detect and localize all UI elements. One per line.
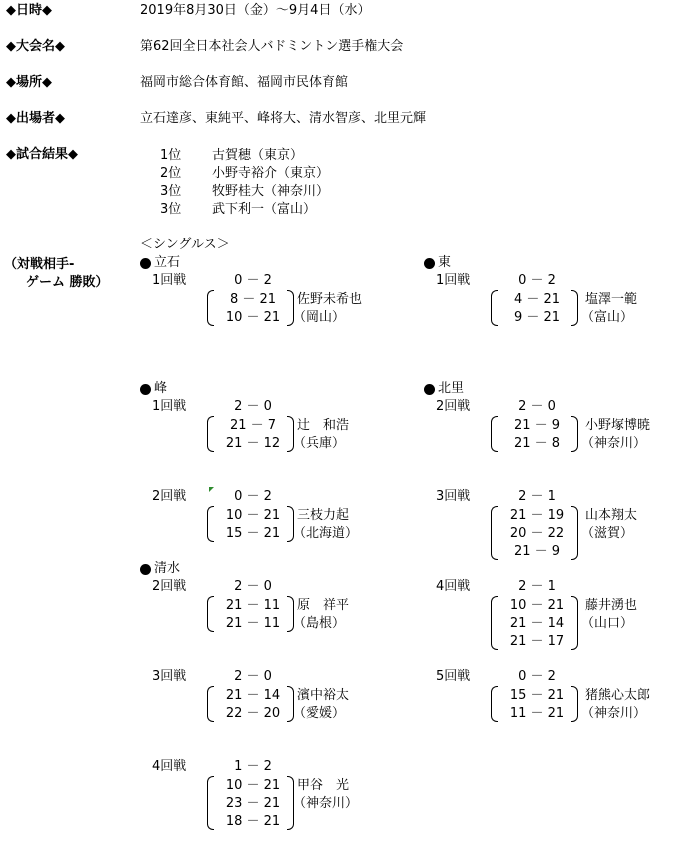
game-score: 21 － 7 xyxy=(229,418,277,433)
match-round: 1回戦 xyxy=(436,273,471,288)
match-result: 2 － 1 xyxy=(518,489,556,504)
game-score: 21 － 11 xyxy=(225,616,281,631)
opponent-prefecture: （山口） xyxy=(581,616,634,631)
side-note-line1: （対戦相手- xyxy=(4,257,75,272)
result-place: 3位 xyxy=(160,202,182,217)
game-score: 21 － 14 xyxy=(225,688,281,703)
event-value: 第62回全日本社会人バドミントン選手権大会 xyxy=(140,39,404,54)
result-name: 牧野桂大（神奈川） xyxy=(212,184,330,199)
players-label: ◆出場者◆ xyxy=(6,111,65,126)
bracket-right xyxy=(571,596,578,650)
cell-marker-icon xyxy=(209,487,214,492)
bracket-right xyxy=(571,416,578,452)
player-marker-icon xyxy=(140,258,151,269)
game-score: 21 － 12 xyxy=(225,436,281,451)
player-marker-icon xyxy=(424,384,435,395)
result-name: 古賀穂（東京） xyxy=(212,148,304,163)
match-round: 4回戦 xyxy=(152,759,187,774)
opponent-name: 猪熊心太郎 xyxy=(585,688,651,703)
match-result: 0 － 2 xyxy=(234,489,272,504)
match-result: 2 － 0 xyxy=(234,579,272,594)
bracket-left xyxy=(207,506,214,542)
game-score: 18 － 21 xyxy=(225,814,281,829)
game-score: 11 － 21 xyxy=(509,706,565,721)
opponent-prefecture: （兵庫） xyxy=(293,436,346,451)
game-score: 9 － 21 xyxy=(513,310,561,325)
result-name: 武下利一（富山） xyxy=(212,202,317,217)
game-score: 10 － 21 xyxy=(509,598,565,613)
opponent-prefecture: （神奈川） xyxy=(581,436,647,451)
game-score: 21 － 9 xyxy=(513,544,561,559)
bracket-left xyxy=(207,686,214,722)
results-label: ◆試合結果◆ xyxy=(6,147,78,162)
bracket-left xyxy=(491,596,498,650)
opponent-name: 原 祥平 xyxy=(297,598,350,613)
match-result: 2 － 0 xyxy=(518,399,556,414)
opponent-name: 三枝力起 xyxy=(297,508,350,523)
game-score: 21 － 14 xyxy=(509,616,565,631)
player-name: 東 xyxy=(438,255,452,270)
match-round: 2回戦 xyxy=(152,579,187,594)
bracket-right xyxy=(571,290,578,326)
player-name: 峰 xyxy=(154,381,168,396)
game-score: 15 － 21 xyxy=(225,526,281,541)
opponent-name: 濱中裕太 xyxy=(297,688,350,703)
opponent-name: 小野塚博暁 xyxy=(585,418,651,433)
bracket-left xyxy=(491,416,498,452)
game-score: 10 － 21 xyxy=(225,778,281,793)
game-score: 10 － 21 xyxy=(225,310,281,325)
result-place: 2位 xyxy=(160,166,182,181)
opponent-name: 甲谷 光 xyxy=(297,778,350,793)
opponent-prefecture: （愛媛） xyxy=(293,706,346,721)
date-value: 2019年8月30日（金）～9月4日（水） xyxy=(140,3,371,18)
game-score: 15 － 21 xyxy=(509,688,565,703)
venue-label: ◆場所◆ xyxy=(6,75,52,90)
match-result: 0 － 2 xyxy=(234,273,272,288)
game-score: 20 － 22 xyxy=(509,526,565,541)
match-round: 3回戦 xyxy=(152,669,187,684)
event-label: ◆大会名◆ xyxy=(6,39,65,54)
player-name: 清水 xyxy=(154,561,181,576)
match-result: 2 － 1 xyxy=(518,579,556,594)
match-round: 1回戦 xyxy=(152,273,187,288)
players-value: 立石達彦、東純平、峰将大、清水智彦、北里元輝 xyxy=(140,111,427,126)
match-result: 2 － 0 xyxy=(234,669,272,684)
match-round: 3回戦 xyxy=(436,489,471,504)
result-place: 1位 xyxy=(160,148,182,163)
singles-title: ＜シングルス＞ xyxy=(140,237,230,252)
opponent-name: 佐野未希也 xyxy=(297,292,363,307)
bracket-right xyxy=(571,686,578,722)
opponent-prefecture: （滋賀） xyxy=(581,526,634,541)
game-score: 21 － 17 xyxy=(509,634,565,649)
opponent-name: 辻 和浩 xyxy=(297,418,350,433)
match-round: 2回戦 xyxy=(436,399,471,414)
opponent-name: 藤井湧也 xyxy=(585,598,638,613)
date-label: ◆日時◆ xyxy=(6,3,52,18)
opponent-prefecture: （島根） xyxy=(293,616,346,631)
game-score: 23 － 21 xyxy=(225,796,281,811)
player-marker-icon xyxy=(140,384,151,395)
game-score: 8 － 21 xyxy=(229,292,277,307)
game-score: 10 － 21 xyxy=(225,508,281,523)
opponent-prefecture: （北海道） xyxy=(293,526,359,541)
opponent-prefecture: （神奈川） xyxy=(581,706,647,721)
bracket-left xyxy=(207,776,214,830)
player-marker-icon xyxy=(424,258,435,269)
venue-value: 福岡市総合体育館、福岡市民体育館 xyxy=(140,75,349,90)
match-round: 2回戦 xyxy=(152,489,187,504)
bracket-left xyxy=(491,686,498,722)
game-score: 22 － 20 xyxy=(225,706,281,721)
opponent-prefecture: （富山） xyxy=(581,310,634,325)
player-name: 立石 xyxy=(154,255,181,270)
game-score: 21 － 8 xyxy=(513,436,561,451)
bracket-left xyxy=(207,416,214,452)
opponent-name: 山本翔太 xyxy=(585,508,638,523)
bracket-left xyxy=(491,290,498,326)
bracket-left xyxy=(207,596,214,632)
bracket-left xyxy=(207,290,214,326)
match-result: 1 － 2 xyxy=(234,759,272,774)
side-note-line2: ゲーム 勝敗） xyxy=(26,275,109,290)
game-score: 4 － 21 xyxy=(513,292,561,307)
match-result: 0 － 2 xyxy=(518,273,556,288)
match-round: 4回戦 xyxy=(436,579,471,594)
match-round: 1回戦 xyxy=(152,399,187,414)
game-score: 21 － 11 xyxy=(225,598,281,613)
opponent-prefecture: （神奈川） xyxy=(293,796,359,811)
result-place: 3位 xyxy=(160,184,182,199)
opponent-name: 塩澤一範 xyxy=(585,292,638,307)
game-score: 21 － 9 xyxy=(513,418,561,433)
match-result: 0 － 2 xyxy=(518,669,556,684)
game-score: 21 － 19 xyxy=(509,508,565,523)
result-name: 小野寺裕介（東京） xyxy=(212,166,330,181)
player-marker-icon xyxy=(140,564,151,575)
match-result: 2 － 0 xyxy=(234,399,272,414)
match-round: 5回戦 xyxy=(436,669,471,684)
opponent-prefecture: （岡山） xyxy=(293,310,346,325)
player-name: 北里 xyxy=(438,381,465,396)
bracket-left xyxy=(491,506,498,560)
bracket-right xyxy=(571,506,578,560)
